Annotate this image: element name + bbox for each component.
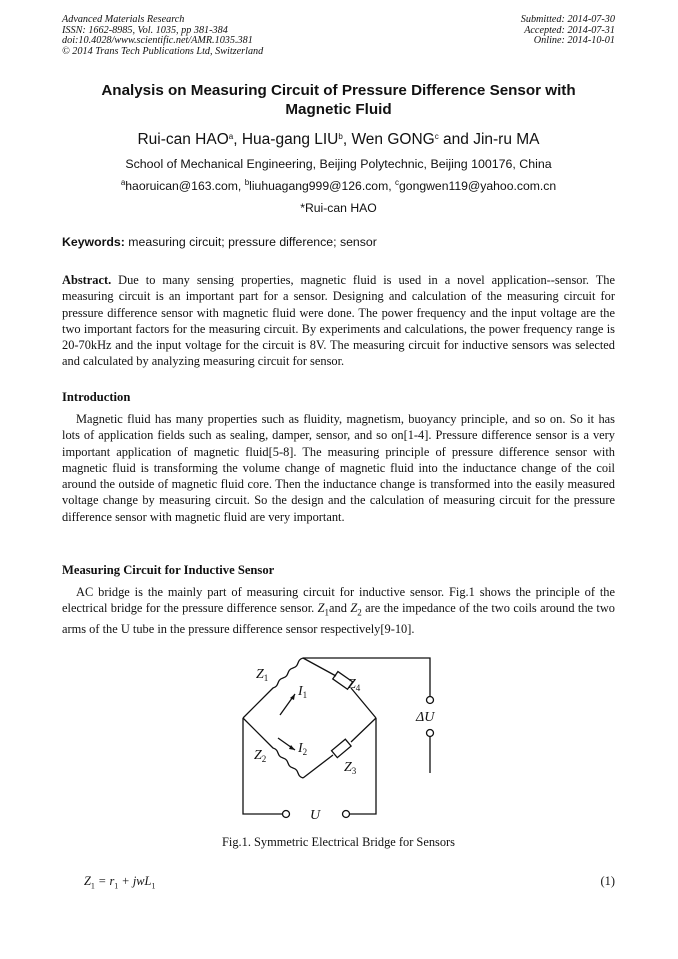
submission-dates	[521, 15, 615, 47]
z3-label: $Z_3$	[344, 760, 357, 776]
author-3: Wen GONG	[351, 131, 435, 148]
online-date: Online: 2014-10-01	[533, 35, 615, 47]
supply-left-terminal	[283, 811, 290, 818]
author-4: and Jin-ru MA	[438, 131, 540, 148]
section-heading: Measuring Circuit for Inductive Sensor	[62, 563, 275, 577]
author-2: Hua-gang LIU	[241, 131, 339, 148]
email-a[interactable]: haoruican@163.com,	[125, 179, 245, 193]
eq-plus-jwl: + jwL	[118, 874, 152, 888]
intro-heading: Introduction	[62, 390, 131, 404]
eq-equals-r: = r	[94, 874, 115, 888]
section-paragraph	[62, 584, 615, 637]
intro-text: Magnetic fluid has many properties such as fluidity, magnetism, buoyancy principle, and so on. So it has lots of application fields such as sealing, damper, sensor, and so on[1-4]. Pressure difference sensor is a very important application of magnetic fluid[5-8]. The measuring principle of pressure difference sensor with magnetic fluid is transforming the volume change of magnetic fluid into the inductance change of the coil around the outside of magnetic fluid core. Then the inductance change is transformed into the easily measured voltage change by measuring circuit. So the design and the calculation of measuring circuit for the pressure difference sensor with magnetic fluid are very important.	[62, 412, 615, 524]
author-list	[62, 131, 615, 149]
z3-wire-top	[351, 718, 376, 742]
email-a-mark: a	[120, 178, 126, 187]
title-line-1: Analysis on Measuring Circuit of Pressure Difference Sensor with	[101, 82, 576, 99]
supply-right-terminal	[343, 811, 350, 818]
author-3-mark: c	[434, 132, 439, 141]
z4-wire-bottom	[351, 688, 376, 718]
author-separator: ,	[233, 131, 242, 148]
email-b[interactable]: liuhuagang999@126.com,	[249, 179, 396, 193]
equation-number: (1)	[600, 874, 615, 888]
eq-z-sub: 1	[90, 881, 95, 891]
eq-z: Z	[84, 874, 91, 888]
corresponding-author: *Rui-can HAO	[300, 201, 377, 215]
eq-r-sub: 1	[114, 881, 119, 891]
email-b-mark: b	[244, 178, 250, 187]
section-text-b: are the impedance of the two coils around the two arms of the U tube in the pressure difference sensor respectively[9-10].	[62, 601, 615, 636]
z2-label: $Z_2$	[254, 748, 267, 764]
copyright: © 2014 Trans Tech Publications Ltd, Switzerland	[62, 45, 264, 57]
eq-l-sub: 1	[151, 881, 156, 891]
z1-coil	[243, 658, 303, 718]
z3-wire-bottom	[303, 755, 333, 778]
accepted-date: Accepted: 2014-07-31	[524, 24, 615, 36]
intro-paragraph	[62, 411, 615, 525]
bridge-circuit-diagram	[238, 648, 448, 828]
title-line-2: Magnetic Fluid	[285, 101, 392, 118]
email-c[interactable]: gongwen119@yahoo.com.cn	[399, 179, 557, 193]
abstract-text: Due to many sensing properties, magnetic fluid is used in a novel application--sensor. The measuring circuit is an important part for a sensor. Designing and calculation of the measuring circuit for pressure difference sensor with magnetic fluid were done. The power frequency and the input voltage are the two important factors for the measuring circuit. By experiments and calculations, the power frequency range is 20-70kHz and the input voltage for the circuit is 8V. The measuring circuit for inductive sensors was selected and calculated by analyzing measuring circuit for sensor.	[62, 273, 615, 369]
output-bottom-terminal	[427, 730, 434, 737]
email-c-mark: c	[395, 178, 400, 187]
publication-info	[62, 15, 263, 57]
journal-name: Advanced Materials Research	[62, 14, 185, 25]
and-word: and	[329, 601, 351, 616]
i1-label: $I_1$	[298, 684, 308, 700]
z1-symbol: Z	[317, 601, 325, 616]
submitted-date: Submitted: 2014-07-30	[520, 14, 615, 25]
author-separator: ,	[342, 131, 352, 148]
section-text-a: AC bridge is the mainly part of measuring circuit for inductive sensor. Fig.1 shows the principle of the electrical bridge for the pressure difference sensor.	[62, 585, 615, 616]
z2-coil	[243, 718, 303, 778]
affiliation: School of Mechanical Engineering, Beijing Polytechnic, Beijing 100176, China	[125, 157, 552, 171]
keywords-label: Keywords:	[62, 235, 125, 249]
abstract	[62, 272, 615, 370]
output-top-terminal	[427, 697, 434, 704]
doi: doi:10.4028/www.scientific.net/AMR.1035.381	[62, 35, 253, 47]
paper-title	[62, 81, 615, 119]
supply-left-wire	[243, 718, 282, 814]
z4-label: $Z_4$	[348, 677, 361, 693]
z4-wire-top	[303, 658, 336, 676]
author-2-mark: b	[338, 132, 343, 141]
keywords	[62, 235, 615, 250]
z1-subscript: 1	[324, 607, 330, 618]
i2-label: $I_2$	[298, 741, 308, 757]
abstract-label: Abstract.	[62, 273, 112, 287]
delta-u-label: ΔU	[416, 710, 435, 725]
author-1-mark: a	[228, 132, 234, 141]
keywords-text: measuring circuit; pressure difference; sensor	[124, 235, 377, 249]
section-text	[62, 584, 615, 637]
output-top-wire	[303, 658, 430, 696]
issn: ISSN: 1662-8985, Vol. 1035, pp 381-384	[62, 24, 228, 36]
figure-caption: Fig.1. Symmetric Electrical Bridge for Sensors	[222, 835, 455, 849]
equation-1	[84, 874, 155, 890]
author-1: Rui-can HAO	[137, 131, 229, 148]
z2-symbol: Z	[350, 601, 358, 616]
z3-resistor	[332, 739, 352, 757]
u-label: U	[310, 808, 321, 823]
author-emails	[62, 179, 615, 194]
z1-label: $Z_1$	[256, 667, 269, 683]
z2-subscript: 2	[357, 607, 362, 618]
